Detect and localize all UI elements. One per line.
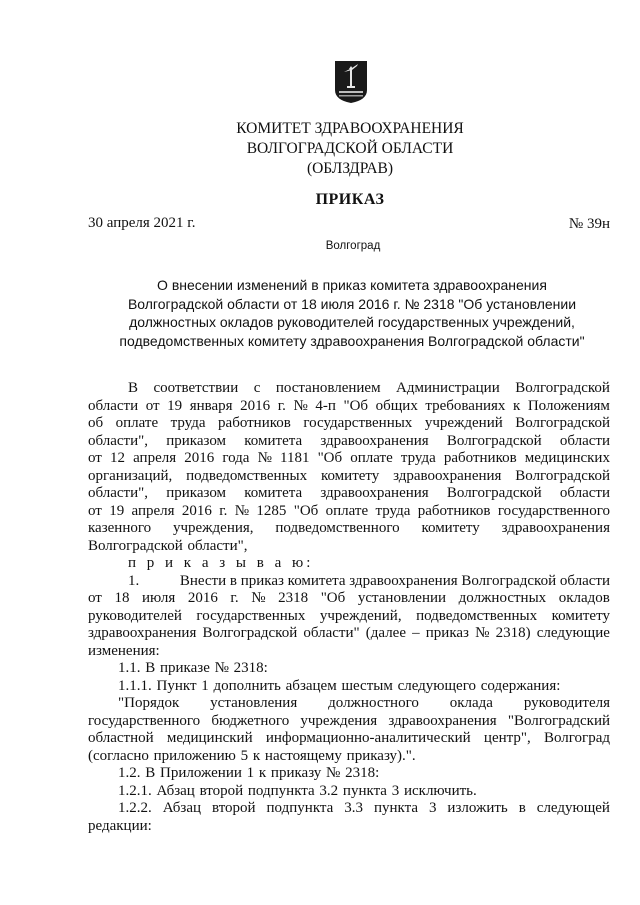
body-word: следующей	[536, 800, 610, 816]
body-word: от	[88, 502, 102, 519]
body-word: организаций,	[88, 467, 173, 484]
body-word: области	[88, 397, 139, 414]
body-word: 1.2.2.	[118, 800, 152, 816]
body-word: "Об	[343, 397, 369, 414]
subject-line: должностных окладов руководителей государственных учреждений,	[129, 314, 575, 331]
body-line	[88, 433, 610, 451]
volgograd-coat-of-arms-icon	[334, 60, 368, 104]
body-word: Положениям	[527, 397, 610, 414]
body-word: 2016	[240, 397, 271, 414]
body-word: медицинских	[524, 450, 610, 466]
body-word: бюджетного	[211, 712, 290, 729]
body-word: "Об	[293, 502, 319, 519]
body-word: должностного	[328, 695, 419, 711]
body-word: г.	[230, 590, 239, 606]
body-word: Волгоградской	[446, 432, 542, 449]
document-subject	[112, 276, 592, 350]
body-word: работников	[218, 415, 291, 431]
body-line	[88, 573, 610, 591]
body-word: 2016	[184, 450, 215, 466]
body-word: 2016	[181, 502, 212, 519]
body-word: следующие	[536, 625, 610, 641]
body-word: учреждений	[424, 415, 503, 431]
body-word: года	[222, 450, 250, 466]
body-line	[88, 520, 610, 538]
body-line	[88, 800, 610, 818]
body-word: государственных	[196, 607, 306, 624]
body-word: Волгоградской	[515, 415, 610, 431]
body-word: здравоохранения	[388, 712, 497, 729]
body-text: 1.2. В Приложении 1 к приказу № 2318:	[118, 765, 380, 781]
body-word: медицинский	[166, 730, 253, 746]
body-word: 19	[109, 502, 125, 519]
body-text: 1.1. В приказе № 2318:	[118, 660, 268, 676]
body-word: апреля	[133, 450, 177, 466]
body-word: с	[253, 380, 261, 396]
body-word: Волгоградской	[446, 485, 542, 501]
document-body	[88, 380, 610, 835]
body-line	[88, 625, 610, 643]
body-word: –	[412, 625, 420, 641]
body-word: области	[559, 485, 610, 501]
body-line	[88, 695, 610, 713]
body-word: №	[293, 397, 308, 414]
body-word: 1285	[256, 502, 287, 519]
body-word: труда	[375, 502, 411, 519]
body-word: области",	[88, 432, 149, 449]
body-word: "Волгоградский	[507, 712, 610, 729]
body-word: об	[88, 415, 104, 431]
body-word: (далее	[365, 625, 406, 641]
body-word: комитету	[551, 607, 610, 624]
body-word: 1.	[128, 572, 140, 589]
body-word: окладов	[558, 590, 610, 606]
body-word: приказом	[166, 485, 227, 501]
subject-line: О внесении изменений в приказ комитета здравоохранения	[157, 277, 547, 293]
body-line	[88, 765, 610, 783]
body-word: июля	[142, 590, 176, 606]
body-word: общих	[375, 397, 418, 414]
body-word: здравоохранения	[393, 467, 502, 484]
body-word: к	[512, 397, 521, 414]
body-word: требованиях	[425, 397, 506, 414]
body-word: работников	[443, 450, 517, 466]
body-word: №	[234, 502, 250, 519]
body-word: 1181	[280, 450, 310, 466]
body-word: Волгоградской	[515, 467, 610, 484]
body-word: комитету	[320, 467, 380, 484]
body-line	[88, 818, 610, 836]
body-line	[88, 608, 610, 626]
body-line	[88, 538, 610, 556]
body-line	[88, 713, 610, 731]
org-name-abbrev: (ОБЛЗДРАВ)	[306, 160, 394, 177]
body-word: руководителя	[523, 695, 610, 711]
body-word: 19	[167, 397, 183, 414]
body-word: оплате	[115, 415, 159, 431]
document-type-heading: ПРИКАЗ	[315, 191, 385, 208]
body-word: января	[189, 397, 233, 414]
body-word: работников	[417, 502, 491, 519]
body-word: Волгоград	[543, 730, 610, 746]
body-word: государственного	[88, 712, 201, 729]
body-line	[88, 468, 610, 486]
body-word: Внести в приказ комитета здравоохранения Волгоградской области	[179, 572, 610, 589]
subject-line: подведомственных комитету здравоохранения Волгоградской области"	[119, 332, 585, 349]
body-word: от	[88, 450, 102, 466]
body-line	[88, 678, 610, 696]
body-word: труда	[170, 415, 206, 431]
body-word: подведомственного	[275, 520, 400, 536]
body-word: оплате	[350, 450, 393, 466]
body-line	[88, 730, 610, 748]
body-line	[88, 555, 610, 573]
body-word: соответствии	[153, 380, 239, 396]
body-word: 2016	[187, 590, 218, 606]
body-word: центр",	[483, 730, 531, 746]
body-word: должностных	[458, 590, 547, 606]
body-word: 2318	[278, 590, 309, 606]
body-line	[88, 748, 610, 766]
body-word: от	[145, 397, 160, 414]
org-name-line-1: КОМИТЕТ ЗДРАВООХРАНЕНИЯ	[236, 120, 464, 137]
body-line	[88, 783, 610, 801]
body-line	[88, 415, 610, 433]
subject-line: Волгоградской области от 18 июля 2016 г. № 2318 "Об установлении	[127, 295, 577, 312]
body-word: здравоохранения	[320, 485, 429, 501]
body-line	[88, 643, 610, 661]
body-word: Волгоградской	[515, 380, 610, 396]
body-word: Волгоградской	[202, 625, 298, 641]
body-line	[88, 380, 610, 398]
body-word: здравоохранения	[88, 625, 197, 641]
body-word: области",	[88, 485, 149, 501]
body-text: п р и к а з ы в а ю:	[128, 555, 314, 571]
body-word: изложить	[447, 800, 508, 816]
body-text: 1.2.1. Абзац второй подпункта 3.2 пункта 3 исключить.	[118, 782, 477, 799]
body-text: 1.1.1. Пункт 1 дополнить абзацем шестым следующего содержания:	[118, 677, 561, 694]
body-word: пункта	[373, 800, 419, 816]
body-word: г.	[277, 397, 286, 414]
body-word: установления	[210, 695, 298, 711]
body-word: №	[257, 450, 272, 466]
body-text: изменения:	[88, 642, 160, 659]
body-word: комитета	[244, 432, 303, 449]
body-word: здравоохранения	[501, 520, 610, 536]
body-word: области"	[303, 625, 360, 641]
body-word: подведомственных	[416, 607, 538, 624]
org-name-line-2: ВОЛГОГРАДСКОЙ ОБЛАСТИ	[246, 140, 454, 157]
body-word: В	[128, 380, 139, 396]
body-word: 12	[109, 450, 125, 466]
body-word: руководителей	[88, 607, 182, 624]
body-word: "Порядок	[118, 695, 180, 711]
body-word: учреждений,	[319, 607, 402, 624]
body-word: г.	[219, 502, 228, 519]
body-line	[88, 660, 610, 678]
body-word: информационно-аналитический	[265, 730, 471, 746]
document-number: № 39н	[568, 216, 610, 232]
body-word: 4-п	[315, 397, 336, 414]
body-word: установлении	[357, 590, 447, 606]
body-word: 3.3	[344, 800, 364, 816]
body-word: подведомственных	[186, 467, 308, 484]
body-line	[88, 503, 610, 521]
body-text: Волгоградской области",	[88, 537, 248, 554]
body-word: учреждения,	[172, 520, 254, 536]
body-word: "Об	[320, 590, 346, 606]
body-line	[88, 590, 610, 608]
document-date: 30 апреля 2021 г.	[88, 215, 196, 231]
body-word: от	[88, 590, 102, 606]
body-line	[88, 450, 610, 468]
body-word: №	[475, 625, 490, 641]
body-word: №	[251, 590, 266, 606]
body-word: в	[518, 800, 526, 816]
body-word: второй	[211, 800, 256, 816]
body-word: учреждения	[300, 712, 378, 729]
body-word: казенного	[88, 520, 152, 536]
body-word: приказом	[166, 432, 227, 449]
document-city: Волгоград	[325, 240, 381, 252]
body-word: комитету	[421, 520, 480, 536]
body-word: Абзац	[162, 800, 202, 816]
body-word: подпункта	[266, 800, 334, 816]
body-word: Администрации	[396, 380, 500, 396]
body-word: труда	[400, 450, 436, 466]
body-text: редакции:	[88, 817, 152, 834]
body-text: (согласно приложению 5 к настоящему приказу).".	[88, 747, 416, 764]
body-line	[88, 485, 610, 503]
body-word: "Об	[317, 450, 343, 466]
body-word: области	[559, 432, 610, 449]
body-word: государственных	[303, 415, 413, 431]
body-word: оклада	[449, 695, 493, 711]
body-word: апреля	[131, 502, 175, 519]
body-word: приказ	[425, 625, 469, 641]
body-word: комитета	[244, 485, 303, 501]
body-word: 2318)	[495, 625, 531, 641]
body-word: оплате	[325, 502, 369, 519]
body-line	[88, 398, 610, 416]
body-word: постановлением	[275, 380, 381, 396]
body-word: государственного	[497, 502, 610, 519]
body-word: 3	[428, 800, 437, 816]
body-word: 18	[114, 590, 130, 606]
body-word: областной	[88, 730, 154, 746]
body-word: здравоохранения	[320, 432, 429, 449]
